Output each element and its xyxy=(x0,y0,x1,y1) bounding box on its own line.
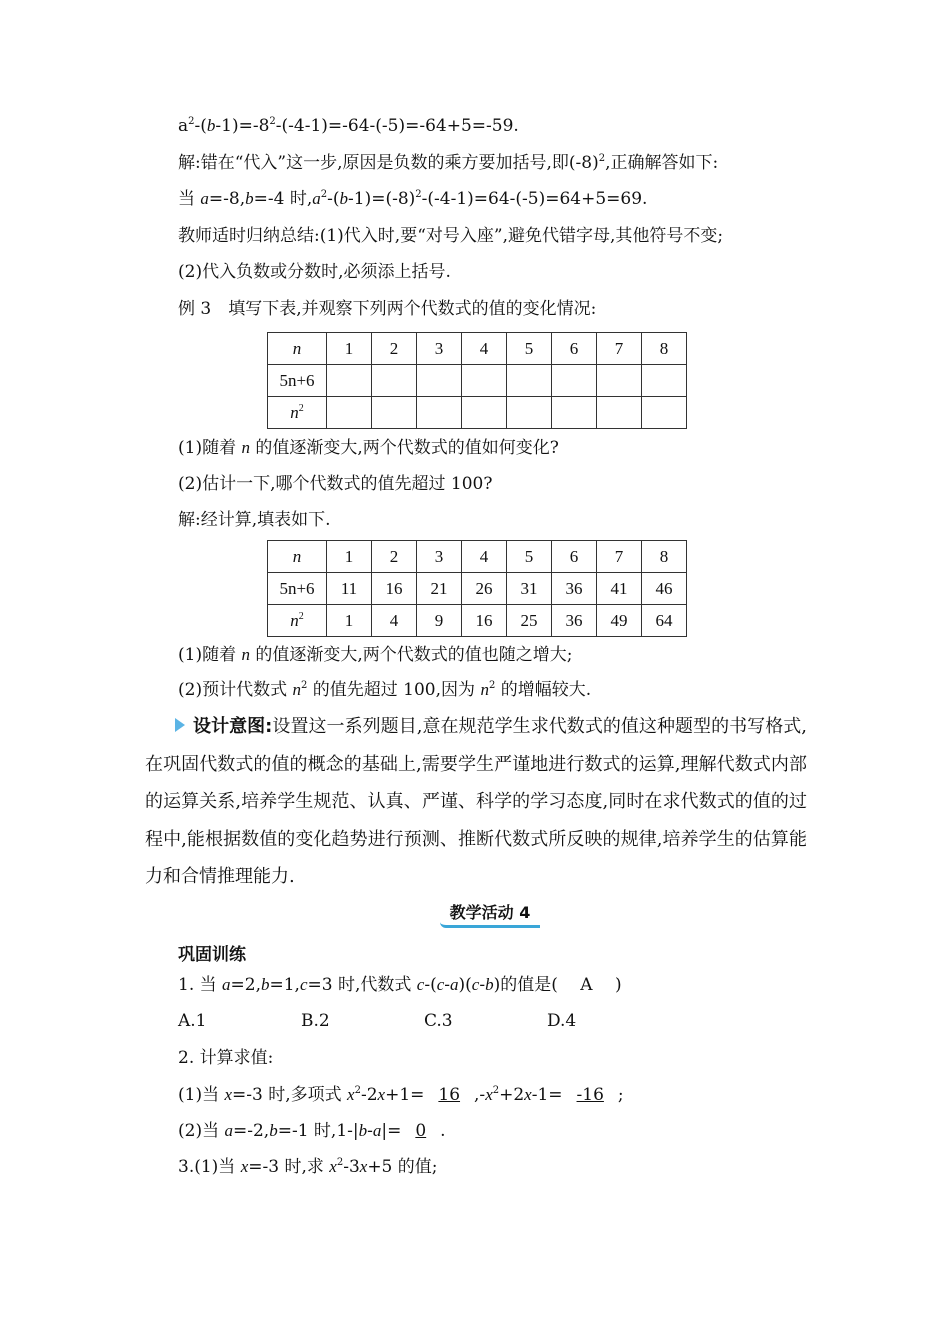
text-segment: 2 xyxy=(488,680,496,691)
text-segment: b xyxy=(261,975,270,994)
table-cell xyxy=(642,397,687,429)
table-cell xyxy=(507,365,552,397)
text-segment: 2 xyxy=(598,153,606,164)
design-intent-paragraph xyxy=(145,708,807,896)
table-cell: 5 xyxy=(507,333,552,365)
text-segment: 解:错在“代入”这一步,原因是负数的乘方要加括号,即(-8) xyxy=(178,153,599,173)
table-cell: 8 xyxy=(642,541,687,573)
activity-heading: 教学活动 4 xyxy=(440,900,540,928)
text-segment: 的值逐渐变大,两个代数式的值如何变化? xyxy=(249,438,559,458)
table-cell: 16 xyxy=(372,573,417,605)
text-line xyxy=(178,438,559,458)
text-segment: 2 xyxy=(320,189,328,200)
text-segment: 的增幅较大. xyxy=(495,680,592,700)
table-cell: 4 xyxy=(462,541,507,573)
option-c: C.3 xyxy=(424,1011,453,1031)
table-cell: 6 xyxy=(552,333,597,365)
text-segment: -(-4-1)=64-(-5)=64+5=69. xyxy=(421,189,648,209)
text-segment: . xyxy=(440,1121,446,1141)
text-segment: +5 的值; xyxy=(367,1157,438,1177)
table-cell xyxy=(462,397,507,429)
table-cell: 49 xyxy=(597,605,642,637)
text-segment: a xyxy=(222,975,231,994)
design-intent-text: 设置这一系列题目,意在规范学生求代数式的值这种题型的书写格式,在巩固代数式的值的概念的基础上,需要学生严谨地进行数式的运算,理解代数式内部的运算关系,培养学生规范、认真、严谨、科学的学习态度,同时在求代数式的值的过程中,能根据数值的变化趋势进行预测、推断代数式所反映的规律,培养学生的估算能力和合情推理能力. xyxy=(145,716,807,887)
text-segment: n xyxy=(480,680,489,699)
text-segment: -( xyxy=(194,116,207,136)
text-line xyxy=(178,226,723,246)
table-cell: 31 xyxy=(507,573,552,605)
text-segment: =3 时,代数式 xyxy=(307,975,417,995)
row-header xyxy=(268,365,327,397)
table-cell: 41 xyxy=(597,573,642,605)
table-cell xyxy=(462,365,507,397)
table-cell xyxy=(417,397,462,429)
text-segment: x xyxy=(329,1157,337,1176)
text-segment: =-3 时,求 xyxy=(248,1157,330,1177)
table-row xyxy=(268,573,687,605)
text-segment: |= xyxy=(381,1121,402,1141)
table-cell: 5 xyxy=(507,541,552,573)
n-label: n xyxy=(292,546,302,566)
text-segment: b xyxy=(206,116,216,135)
text-segment: c xyxy=(471,975,480,994)
table-row xyxy=(268,333,687,365)
option-a: A.1 xyxy=(178,1011,207,1031)
text-segment: x xyxy=(359,1157,368,1176)
text-segment: c xyxy=(436,975,445,994)
row-header xyxy=(268,333,327,365)
text-segment: ,- xyxy=(474,1085,486,1105)
text-segment: a xyxy=(372,1121,382,1140)
text-line xyxy=(178,1048,273,1068)
text-segment: -( xyxy=(424,975,437,995)
table-cell xyxy=(642,365,687,397)
table-cell xyxy=(552,397,597,429)
table-cell xyxy=(597,397,642,429)
text-segment: -( xyxy=(327,189,340,209)
text-segment: a xyxy=(224,1121,233,1140)
text-segment: n xyxy=(241,645,250,664)
text-segment: 2 xyxy=(492,1085,500,1096)
text-segment: - xyxy=(444,975,451,995)
text-segment: b xyxy=(269,1121,278,1140)
table-cell: 64 xyxy=(642,605,687,637)
text-segment: b xyxy=(358,1121,368,1140)
text-line xyxy=(178,510,331,530)
table-cell: 1 xyxy=(327,605,372,637)
text-segment: =2, xyxy=(230,975,261,995)
text-segment: =-3 时,多项式 xyxy=(232,1085,348,1105)
table-cell: 4 xyxy=(462,333,507,365)
text-segment: x xyxy=(240,1157,249,1176)
table-cell: 2 xyxy=(372,333,417,365)
text-line xyxy=(178,680,591,700)
text-segment: (2)代入负数或分数时,必须添上括号. xyxy=(178,262,451,282)
text-segment: 2 xyxy=(415,189,422,200)
table-cell: 1 xyxy=(327,541,372,573)
text-segment: =1, xyxy=(269,975,300,995)
text-segment: 的值逐渐变大,两个代数式的值也随之增大; xyxy=(249,645,573,665)
text-segment: )的值是( A ) xyxy=(493,975,622,995)
table-cell: 3 xyxy=(417,333,462,365)
text-segment: n xyxy=(292,680,301,699)
text-segment: 解:经计算,填表如下. xyxy=(178,510,331,530)
row2-label: 5n+6 xyxy=(279,370,315,390)
table-cell: 11 xyxy=(327,573,372,605)
text-line xyxy=(178,1157,438,1177)
answer-blank: 16 xyxy=(438,1085,461,1105)
table-cell: 4 xyxy=(372,605,417,637)
table-cell: 7 xyxy=(597,333,642,365)
text-segment: =-1 时,1-| xyxy=(277,1121,359,1141)
text-line xyxy=(178,189,647,209)
table-row xyxy=(268,365,687,397)
table-cell: 3 xyxy=(417,541,462,573)
text-segment: =-2, xyxy=(232,1121,270,1141)
table-cell: 16 xyxy=(462,605,507,637)
answer-blank: -16 xyxy=(576,1085,604,1105)
text-segment: -1)=-8 xyxy=(215,116,270,136)
text-segment: (1)随着 xyxy=(178,438,242,458)
option-d: D.4 xyxy=(547,1011,577,1031)
row-header xyxy=(268,541,327,573)
row2-label: 5n+6 xyxy=(279,578,315,598)
text-segment: 2 xyxy=(188,116,195,127)
text-line xyxy=(178,116,519,136)
table-cell: 2 xyxy=(372,541,417,573)
text-segment: x xyxy=(524,1085,532,1104)
row-header: $n^2$ xyxy=(268,397,327,429)
text-segment: 2 xyxy=(336,1157,344,1168)
table-cell: 46 xyxy=(642,573,687,605)
text-segment: )( xyxy=(458,975,472,995)
table-cell: 8 xyxy=(642,333,687,365)
text-segment: (1)当 xyxy=(178,1085,225,1105)
table-row xyxy=(268,397,687,429)
table-cell xyxy=(417,365,462,397)
table-cell xyxy=(372,397,417,429)
text-segment: (2)预计代数式 xyxy=(178,680,293,700)
answer-blank: 0 xyxy=(415,1121,427,1141)
text-segment: x xyxy=(485,1085,493,1104)
text-line xyxy=(178,153,718,173)
table-cell xyxy=(327,365,372,397)
text-segment: (1)随着 xyxy=(178,645,242,665)
text-segment: - xyxy=(367,1121,373,1141)
text-segment: (2)当 xyxy=(178,1121,225,1141)
text-segment: x xyxy=(377,1085,386,1104)
row-header xyxy=(268,573,327,605)
filled-value-table xyxy=(267,540,687,637)
table-cell: 25 xyxy=(507,605,552,637)
option-b: B.2 xyxy=(301,1011,330,1031)
text-segment: =-4 时, xyxy=(253,189,313,209)
n-label: n xyxy=(292,338,302,358)
text-segment: -2 xyxy=(360,1085,378,1105)
design-intent-label: 设计意图: xyxy=(193,716,273,737)
text-segment: a xyxy=(312,189,321,208)
text-segment: -3 xyxy=(343,1157,360,1177)
text-line xyxy=(178,1121,446,1141)
text-segment: a xyxy=(178,116,189,136)
text-segment: b xyxy=(339,189,349,208)
text-segment: -1)=(-8) xyxy=(348,189,416,209)
table-cell xyxy=(507,397,552,429)
text-segment: c xyxy=(299,975,308,994)
text-segment: - xyxy=(479,975,486,995)
text-segment: 教师适时归纳总结:(1)代入时,要“对号入座”,避免代错字母,其他符号不变; xyxy=(178,226,724,246)
text-line xyxy=(178,975,622,995)
text-segment: 当 xyxy=(178,189,201,209)
empty-value-table xyxy=(267,332,687,429)
table-cell: 1 xyxy=(327,333,372,365)
table-cell: 6 xyxy=(552,541,597,573)
text-segment: -(-4-1)=-64-(-5)=-64+5=-59. xyxy=(275,116,519,136)
table-cell: 9 xyxy=(417,605,462,637)
table-cell xyxy=(552,365,597,397)
text-segment: =-8, xyxy=(208,189,246,209)
text-segment: n xyxy=(241,438,250,457)
table-row xyxy=(268,605,687,637)
text-segment: x xyxy=(224,1085,233,1104)
text-segment: b xyxy=(245,189,254,208)
table-cell xyxy=(597,365,642,397)
table-cell: 26 xyxy=(462,573,507,605)
table-cell: 21 xyxy=(417,573,462,605)
text-segment: 的值先超过 100,因为 xyxy=(307,680,481,700)
text-line xyxy=(178,299,596,319)
triangle-marker-icon xyxy=(175,718,185,732)
text-segment: ; xyxy=(617,1085,624,1105)
text-segment: 2 xyxy=(300,680,308,691)
text-segment: 3.(1)当 xyxy=(178,1157,241,1177)
text-segment: c xyxy=(416,975,425,994)
section-heading: 巩固训练 xyxy=(178,945,246,965)
table-cell: 7 xyxy=(597,541,642,573)
table-row xyxy=(268,541,687,573)
text-line xyxy=(178,474,492,494)
text-segment: 2 xyxy=(354,1085,361,1096)
text-line xyxy=(178,1085,624,1105)
text-segment: +1= xyxy=(385,1085,425,1105)
table-cell xyxy=(327,397,372,429)
table-cell: 36 xyxy=(552,573,597,605)
text-segment: x xyxy=(347,1085,355,1104)
text-segment: a xyxy=(200,189,209,208)
text-segment: 2 xyxy=(269,116,276,127)
text-line xyxy=(178,262,451,282)
text-segment: b xyxy=(485,975,494,994)
text-segment: ,正确解答如下: xyxy=(605,153,719,173)
text-segment: 例 3 填写下表,并观察下列两个代数式的值的变化情况: xyxy=(178,299,597,319)
text-segment: +2 xyxy=(499,1085,525,1105)
text-segment: 2. 计算求值: xyxy=(178,1048,274,1068)
table-cell: 36 xyxy=(552,605,597,637)
text-segment: (2)估计一下,哪个代数式的值先超过 100? xyxy=(178,474,493,494)
text-segment: -1= xyxy=(531,1085,563,1105)
table-cell xyxy=(372,365,417,397)
text-segment: a xyxy=(450,975,459,994)
text-line xyxy=(178,645,573,665)
row-header: $n^2$ xyxy=(268,605,327,637)
text-segment: 1. 当 xyxy=(178,975,223,995)
